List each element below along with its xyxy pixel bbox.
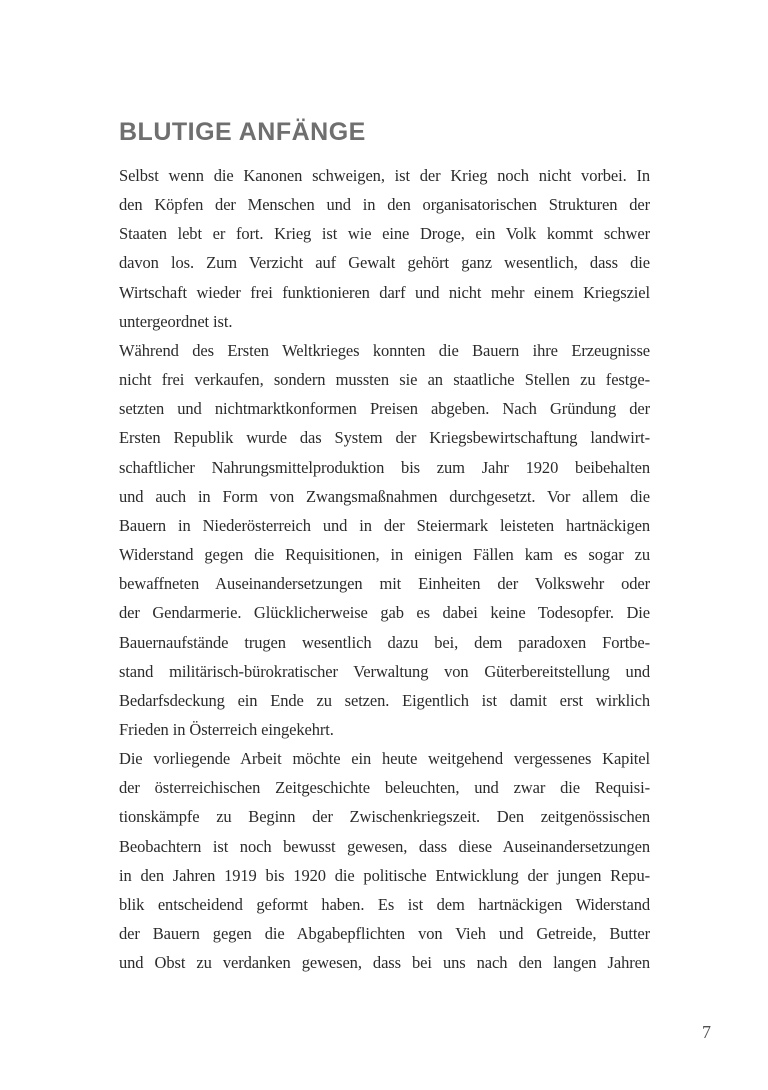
page-number: 7 [702, 1022, 711, 1042]
text-line: Ersten Republik wurde das System der Kriegsbewirtschaftung landwirt- [119, 428, 650, 448]
text-line: Wirtschaft wieder frei funktionieren darf und nicht mehr einem Kriegsziel [119, 282, 650, 302]
text-line: der Gendarmerie. Glücklicherweise gab es dabei keine Todesopfer. Die [119, 603, 650, 623]
text-line: Frieden in Österreich eingekehrt. [119, 719, 334, 739]
text-line: blik entscheidend geformt haben. Es ist dem hartnäckigen Widerstand [119, 894, 650, 914]
text-line: schaftlicher Nahrungsmittelproduktion bis zum Jahr 1920 beibehalten [119, 457, 650, 477]
text-line: stand militärisch-bürokratischer Verwaltung von Güterbereitstellung und [119, 661, 650, 681]
text-line: der österreichischen Zeitgeschichte beleuchten, und zwar die Requisi- [119, 778, 650, 798]
text-line: und Obst zu verdanken gewesen, dass bei uns nach den langen Jahren [119, 953, 650, 973]
text-line: davon los. Zum Verzicht auf Gewalt gehört ganz wesentlich, dass die [119, 253, 650, 273]
text-line: Beobachtern ist noch bewusst gewesen, dass diese Auseinandersetzungen [119, 836, 650, 856]
text-line: der Bauern gegen die Abgabepflichten von Vieh und Getreide, Butter [119, 924, 650, 944]
text-line: nicht frei verkaufen, sondern mussten sie an staatliche Stellen zu festge- [119, 370, 650, 390]
body-text-block [119, 161, 650, 977]
text-line: tionskämpfe zu Beginn der Zwischenkriegszeit. Den zeitgenössischen [119, 807, 650, 827]
paragraph [119, 161, 650, 336]
text-line: Die vorliegende Arbeit möchte ein heute weitgehend vergessenes Kapitel [119, 749, 650, 769]
text-line: bewaffneten Auseinandersetzungen mit Einheiten der Volkswehr oder [119, 574, 650, 594]
text-line: Bauernaufstände trugen wesentlich dazu bei, dem paradoxen Fortbe- [119, 632, 650, 652]
text-line: in den Jahren 1919 bis 1920 die politische Entwicklung der jungen Repu- [119, 865, 650, 885]
text-line: untergeordnet ist. [119, 311, 233, 331]
text-line: den Köpfen der Menschen und in den organisatorischen Strukturen der [119, 195, 650, 215]
text-line: Während des Ersten Weltkrieges konnten die Bauern ihre Erzeugnisse [119, 340, 650, 360]
text-line: setzten und nichtmarktkonformen Preisen abgeben. Nach Gründung der [119, 399, 650, 419]
text-line: Bauern in Niederösterreich und in der Steiermark leisteten hartnäckigen [119, 515, 650, 535]
chapter-heading: BLUTIGE ANFÄNGE [119, 117, 366, 146]
text-line: Selbst wenn die Kanonen schweigen, ist der Krieg noch nicht vorbei. In [119, 166, 650, 185]
paragraph [119, 744, 650, 977]
text-line: und auch in Form von Zwangsmaßnahmen durchgesetzt. Vor allem die [119, 486, 650, 506]
text-line: Widerstand gegen die Requisitionen, in einigen Fällen kam es sogar zu [119, 545, 650, 565]
text-line: Bedarfsdeckung ein Ende zu setzen. Eigentlich ist damit erst wirklich [119, 690, 650, 710]
paragraph [119, 336, 650, 744]
text-line: Staaten lebt er fort. Krieg ist wie eine Droge, ein Volk kommt schwer [119, 224, 650, 244]
